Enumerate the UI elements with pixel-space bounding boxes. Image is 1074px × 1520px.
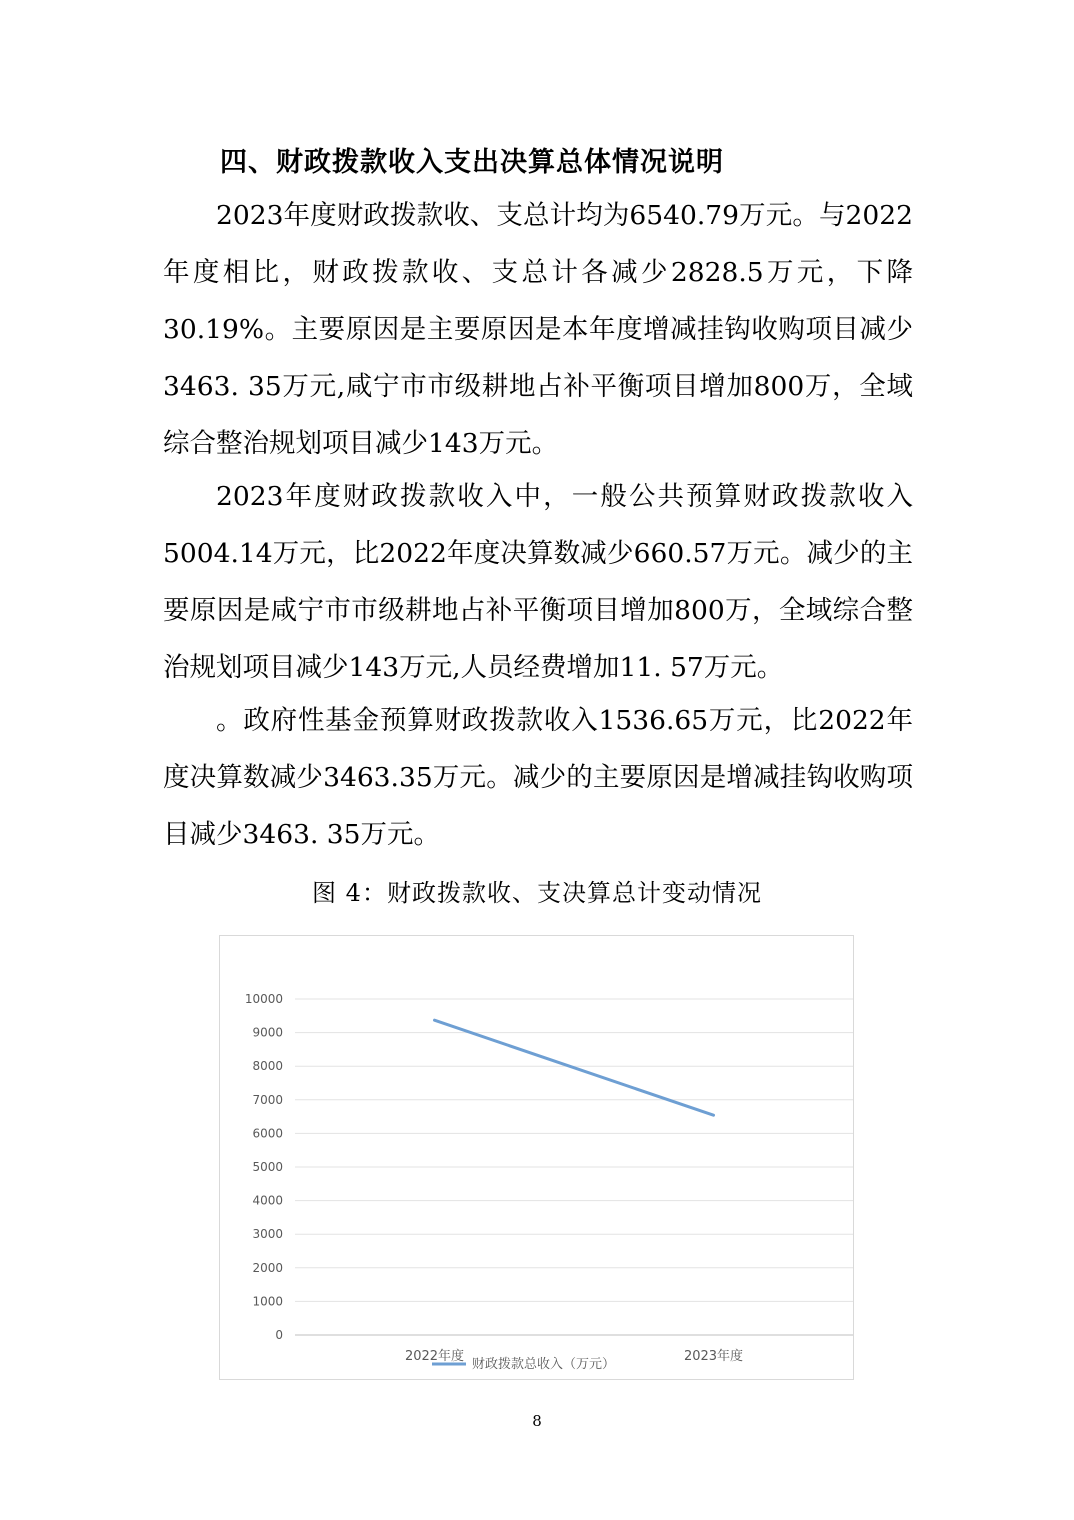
- x-tick-label: 2022年度: [404, 1349, 465, 1364]
- section-heading: 四、财政拨款收入支出决算总体情况说明: [220, 147, 724, 178]
- y-tick-label: 5000: [252, 1160, 283, 1174]
- y-tick-label: 1000: [252, 1294, 283, 1309]
- paragraph-fund-budget: 。政府性基金预算财政拨款收入1536.65万元，比2022年度决算数减少3463.35万元。减少的主要原因是增减挂钩收购项目减少3463. 35万元。: [163, 705, 913, 850]
- page-number: 8: [532, 1412, 542, 1430]
- line-chart: [219, 935, 854, 1380]
- figure-caption: 图 4：财政拨款收、支决算总计变动情况: [312, 879, 762, 907]
- y-tick-label: 8000: [252, 1059, 283, 1074]
- y-tick-label: 7000: [252, 1092, 283, 1107]
- y-tick-label: 3000: [252, 1227, 283, 1242]
- y-tick-label: 10000: [244, 992, 283, 1006]
- y-tick-label: 6000: [252, 1126, 283, 1141]
- paragraph-general-budget: 2023年度财政拨款收入中，一般公共预算财政拨款收入5004.14万元，比2022年度决算数减少660.57万元。减少的主要原因是咸宁市市级耕地占补平衡项目增加800万，全域综合整治规划项目减少143万元,人员经费增加11. 57万元。: [163, 481, 913, 683]
- series-line: [435, 1020, 714, 1115]
- y-tick-label: 4000: [252, 1193, 283, 1208]
- paragraph-total-summary: 2023年度财政拨款收、支总计均为6540.79万元。与2022年度相比，财政拨款收、支总计各减少2828.5万元，下降30.19%。主要原因是主要原因是本年度增减挂钩收购项目减少3463. 35万元,咸宁市市级耕地占补平衡项目增加800万，全域综合整治规划项目减少143万元。: [163, 200, 913, 459]
- y-tick-label: 0: [275, 1328, 283, 1342]
- y-tick-label: 9000: [252, 1025, 283, 1040]
- y-tick-label: 2000: [252, 1260, 283, 1275]
- chart-svg: [220, 936, 855, 1381]
- x-tick-label: 2023年度: [683, 1349, 744, 1364]
- legend-label: 财政拨款总收入（万元）: [472, 1357, 616, 1372]
